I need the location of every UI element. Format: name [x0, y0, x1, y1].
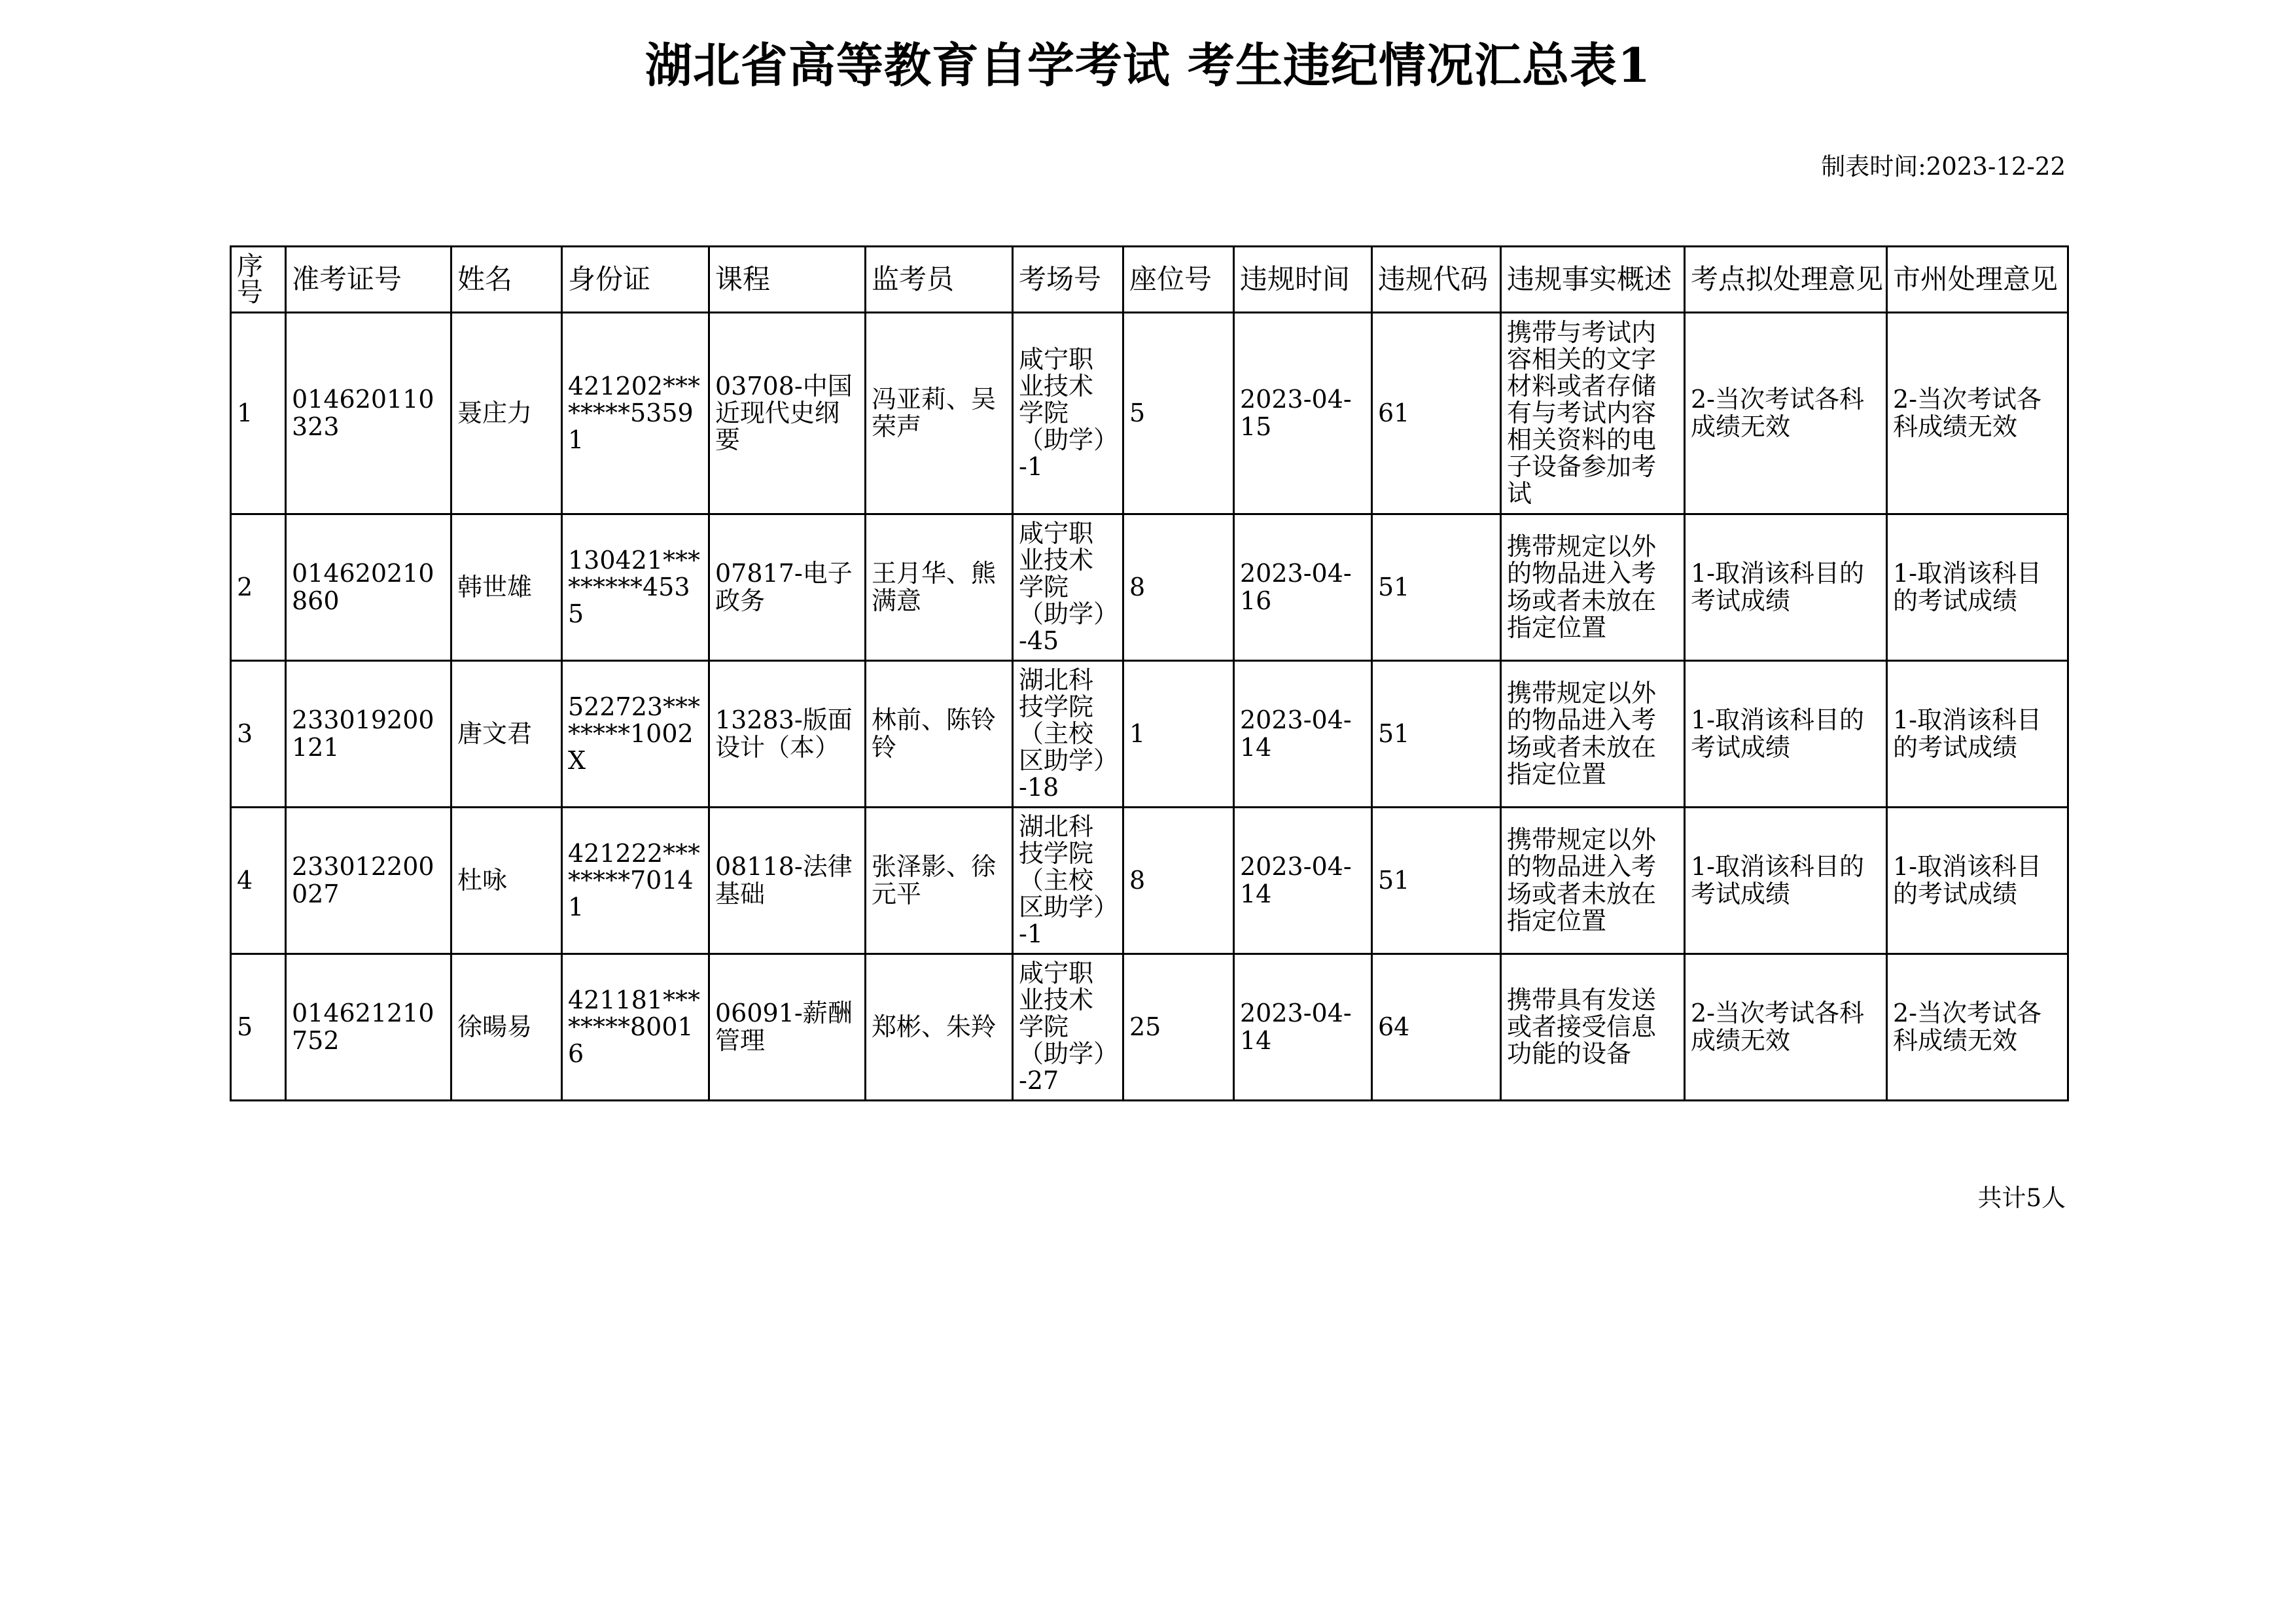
header-row [231, 247, 2068, 313]
cell-exam-no: 233019200121 [286, 661, 451, 808]
cell-course: 07817-电子政务 [709, 514, 866, 661]
cell-site-opinion: 2-当次考试各科成绩无效 [1685, 313, 1887, 514]
cell-fact: 携带与考试内容相关的文字材料或者存储有与考试内容相关资料的电子设备参加考试 [1501, 313, 1685, 514]
cell-fact: 携带规定以外的物品进入考场或者未放在指定位置 [1501, 808, 1685, 954]
cell-course: 08118-法律基础 [709, 808, 866, 954]
column-header-course: 课程 [709, 247, 866, 313]
cell-seat: 25 [1123, 954, 1234, 1101]
column-header-seat: 座位号 [1123, 247, 1234, 313]
table-row [231, 954, 2068, 1101]
made-date-value: 2023-12-22 [1926, 152, 2066, 181]
cell-seat: 8 [1123, 514, 1234, 661]
cell-time: 2023-04-14 [1234, 954, 1372, 1101]
cell-course: 06091-薪酬管理 [709, 954, 866, 1101]
table-row [231, 313, 2068, 514]
cell-name: 杜咏 [451, 808, 562, 954]
cell-time: 2023-04-15 [1234, 313, 1372, 514]
column-header-exam-no: 准考证号 [286, 247, 451, 313]
cell-room: 咸宁职业技术学院（助学）-45 [1013, 514, 1123, 661]
cell-fact: 携带规定以外的物品进入考场或者未放在指定位置 [1501, 661, 1685, 808]
table-body [231, 313, 2068, 1101]
cell-exam-no: 014620110323 [286, 313, 451, 514]
cell-fact: 携带规定以外的物品进入考场或者未放在指定位置 [1501, 514, 1685, 661]
cell-invigilators: 张泽影、徐元平 [866, 808, 1013, 954]
column-header-seq: 序号 [231, 247, 286, 313]
cell-invigilators: 林前、陈铃铃 [866, 661, 1013, 808]
cell-code: 51 [1372, 808, 1501, 954]
cell-city-opinion: 1-取消该科目的考试成绩 [1887, 808, 2068, 954]
column-header-time: 违规时间 [1234, 247, 1372, 313]
page-title: 湖北省高等教育自学考试 考生违纪情况汇总表1 [645, 37, 1651, 93]
cell-seq: 1 [231, 313, 286, 514]
cell-code: 51 [1372, 514, 1501, 661]
column-header-city-opinion: 市州处理意见 [1887, 247, 2068, 313]
cell-city-opinion: 2-当次考试各科成绩无效 [1887, 954, 2068, 1101]
column-header-room: 考场号 [1013, 247, 1123, 313]
column-header-id-card: 身份证 [562, 247, 709, 313]
cell-room: 湖北科技学院（主校区助学）-1 [1013, 808, 1123, 954]
cell-name: 徐暘易 [451, 954, 562, 1101]
cell-city-opinion: 1-取消该科目的考试成绩 [1887, 514, 2068, 661]
cell-invigilators: 王月华、熊满意 [866, 514, 1013, 661]
cell-fact: 携带具有发送或者接受信息功能的设备 [1501, 954, 1685, 1101]
cell-time: 2023-04-14 [1234, 661, 1372, 808]
made-date [1821, 147, 2066, 182]
total-count: 共计5人 [1977, 1184, 2066, 1212]
cell-name: 聂庄力 [451, 313, 562, 514]
cell-time: 2023-04-16 [1234, 514, 1372, 661]
cell-id-card: 130421*********4535 [562, 514, 709, 661]
cell-invigilators: 郑彬、朱羚 [866, 954, 1013, 1101]
cell-code: 51 [1372, 661, 1501, 808]
cell-room: 咸宁职业技术学院（助学）-27 [1013, 954, 1123, 1101]
table-row [231, 808, 2068, 954]
cell-seat: 1 [1123, 661, 1234, 808]
cell-seq: 3 [231, 661, 286, 808]
cell-site-opinion: 1-取消该科目的考试成绩 [1685, 808, 1887, 954]
cell-invigilators: 冯亚莉、吴荣声 [866, 313, 1013, 514]
violation-summary-table [230, 245, 2069, 1101]
column-header-site-opinion: 考点拟处理意见 [1685, 247, 1887, 313]
cell-city-opinion: 1-取消该科目的考试成绩 [1887, 661, 2068, 808]
column-header-fact: 违规事实概述 [1501, 247, 1685, 313]
cell-name: 唐文君 [451, 661, 562, 808]
column-header-name: 姓名 [451, 247, 562, 313]
cell-id-card: 522723********1002X [562, 661, 709, 808]
table-row [231, 661, 2068, 808]
cell-id-card: 421222********70141 [562, 808, 709, 954]
cell-seq: 5 [231, 954, 286, 1101]
cell-code: 64 [1372, 954, 1501, 1101]
cell-id-card: 421202********53591 [562, 313, 709, 514]
cell-name: 韩世雄 [451, 514, 562, 661]
cell-course: 13283-版面设计（本） [709, 661, 866, 808]
cell-city-opinion: 2-当次考试各科成绩无效 [1887, 313, 2068, 514]
table-header [231, 247, 2068, 313]
column-header-invigilators: 监考员 [866, 247, 1013, 313]
column-header-code: 违规代码 [1372, 247, 1501, 313]
cell-site-opinion: 2-当次考试各科成绩无效 [1685, 954, 1887, 1101]
cell-seq: 4 [231, 808, 286, 954]
cell-exam-no: 014621210752 [286, 954, 451, 1101]
cell-site-opinion: 1-取消该科目的考试成绩 [1685, 661, 1887, 808]
cell-seq: 2 [231, 514, 286, 661]
cell-exam-no: 233012200027 [286, 808, 451, 954]
cell-room: 湖北科技学院（主校区助学）-18 [1013, 661, 1123, 808]
cell-time: 2023-04-14 [1234, 808, 1372, 954]
table-row [231, 514, 2068, 661]
cell-code: 61 [1372, 313, 1501, 514]
cell-site-opinion: 1-取消该科目的考试成绩 [1685, 514, 1887, 661]
cell-seat: 8 [1123, 808, 1234, 954]
cell-seat: 5 [1123, 313, 1234, 514]
cell-course: 03708-中国近现代史纲要 [709, 313, 866, 514]
cell-id-card: 421181********80016 [562, 954, 709, 1101]
cell-room: 咸宁职业技术学院（助学）-1 [1013, 313, 1123, 514]
made-date-label: 制表时间: [1821, 152, 1926, 181]
cell-exam-no: 014620210860 [286, 514, 451, 661]
